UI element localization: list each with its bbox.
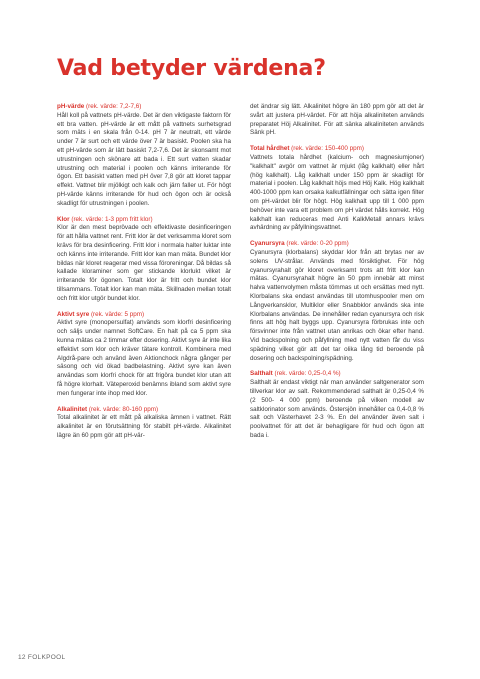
left-column (57, 103, 231, 448)
section-heading: Klor (57, 215, 70, 223)
section-heading: Salthalt (250, 370, 273, 378)
section-body: Vattnets totala hårdhet (kalcium- och magnesiumjoner) "kalkhalt" avgör om vattnet är mjukt (låg kalkhalt) eller hårt (hög kalkhalt). Låg kalkhalt under 150 ppm är skadligt för material i poolen. Låg kalkhalt höjs med Höj Kalk. Hög kalkhalt 400-1000 ppm kan orsaka kalkutfällningar och sätta igen filter om pH-värdet blir för högt. Hög kalkhalt upp till 1 000 ppm behöver inte vara ett problem om pH värdet hålls korrekt. Hög kalkhalt kan reduceras med Anti KalkMetall annars krävs avhärdning av påfyllningsvattnet. (250, 153, 424, 232)
recommended-value: (rek. värde: 0,25-0,4 %) (272, 370, 341, 378)
section-body: Aktivt syre (monopersulfat) används som klorfri desinficering och säljs under namnet SoftCare. En halt på ca 5 ppm ska kunna mätas ca 2 timmar efter dosering. Aktivt syre är inte lika effektivt som klor och kräver tätare kontroll. Kombinera med Algdrå-pare och använd även Aktionchock några gånger per säsong och vid ökad badbelastning. Aktivt syre kan även användas som klorfri chock för att frigöra bundet klor utan att få högre klorhalt. Väteperoxid benämns ibland som aktivt syre men fungerar inte ihop med klor. (57, 319, 231, 397)
recommended-value: (rek. värde: 150-400 ppm) (289, 145, 364, 153)
recommended-value: (rek. värde: 7,2-7,6) (84, 103, 142, 110)
section-body: Håll koll på vattnets pH-värde. Det är den viktigaste faktorn för ett bra vatten. pH-värde är ett mått på vattnets surhetsgrad som mäts i en skala från 0-14. pH 7 är neutralt, ett värde under 7 är surt och ett värde över 7 är basiskt. Poolen ska ha ett pH-värde som är lätt basiskt 7,2-7,6. Det är skonsamt mot utrustningen och skönare att bada i. Ett surt vatten skadar utrustning och material i poolen och känns irriterande för ögon. Ett basiskt vatten med pH över 7,8 gör att kloret tappar effekt. Vattnet blir mjölkigt och kalk och järn faller ut. För högt pH-värde känns irriterande för hud och ögon och är också skadligt för utrustningen i poolen. (57, 111, 231, 207)
section-klor (57, 216, 231, 304)
section-heading: Total hårdhet (250, 145, 290, 153)
page-footer: 12 FOLKPOOL (18, 654, 66, 661)
section-body: Salthalt är endast viktigt när man använder saltgenerator som tillverkar klor av salt. Rekommenderad salthalt är 0,25-0,4 % (2 500- 4 000 ppm) beroende på vilken modell av saltklorinator som används. Östersjön innehåller ca 0,4-0,8 % salt och Västerhavet 2-3 %. En del använder även salt i poolvattnet för att det är behagligare för hud och ögon att bada i. (250, 379, 424, 439)
section-ph (57, 103, 231, 209)
section-body: Cyanursyra (klorbalans) skyddar klor från att brytas ner av solens UV-strålar. Används med försiktighet. För hög cyanursyrahalt gör kloret overksamt trots att fritt klor kan mätas. Cyanursyrahalt högre än 50 ppm innebär att minst halva vattenvolymen måsta tömmas ut och ersättas med nytt. Klorbalans ska endast användas till utomhuspooler men om Långverkansklor, Multiklor eller Snabbklor används ska inte Klorbalans användas. De innehåller redan cyanursyra och risk finns att hög halt byggs upp. Cyanursyra förbrukas inte och försvinner inte från vattnet utan anrikas och ökar efter hand. Vid backspolning och påfyllning med nytt vatten får du viss spädning vilket gör att det tar olika lång tid beroende på dosering och backspolning/spädning. (250, 248, 424, 362)
recommended-value: (rek. värde: 0-20 ppm) (284, 240, 349, 248)
recommended-value: (rek. värde: 1-3 ppm fritt klor) (69, 215, 153, 223)
section-heading: Cyanursyra (250, 240, 285, 248)
section-heading: pH-värde (57, 103, 85, 110)
page-title: Vad betyder värdena? (57, 56, 326, 81)
section-salthalt (250, 370, 424, 440)
section-total-hardhet (250, 145, 424, 233)
section-heading: Aktivt syre (57, 310, 90, 318)
section-aktivt-syre (57, 311, 231, 399)
section-heading: Alkalinitet (57, 405, 88, 413)
section-body: Klor är den mest beprövade och effektivaste desinficeringen för att hålla vattnet rent. Fritt klor är det verksamma kloret som krävs för bra desinficering. Fritt klor i normala halter luktar inte och känns inte irriterande. Fritt klor kan man mäta. Bundet klor bildas när kloret reagerar med vissa föroreningar. Då bildas så kallade kloraminer som ger stickande klorlukt vilket är irriterande för ögonen. Totalt klor är fritt och bundet klor tillsammans. Totalt klor kan man mäta. Skillnaden mellan totalt och fritt klor utgör bundet klor. (57, 224, 231, 302)
section-body: Total alkalinitet är ett mått på alkaliska ämnen i vattnet. Rätt alkalinitet är en förutsättning för stabilt pH-värde. Alkalinitet lägre än 60 ppm gör att pH-vär- (57, 414, 231, 439)
section-alkalinitet-continued: det ändrar sig lätt. Alkalinitet högre än 180 ppm gör att det är svårt att justera pH-värdet. För att höja alkaliniteten används preparatet Höj Alkalinitet. För att sänka alkaliniteten används Sänk pH. (250, 103, 424, 137)
right-column (250, 103, 424, 448)
section-alkalinitet (57, 406, 231, 441)
recommended-value: (rek. värde: 80-160 ppm) (87, 405, 159, 413)
section-cyanursyra (250, 240, 424, 363)
recommended-value: (rek. värde: 5 ppm) (89, 310, 145, 318)
